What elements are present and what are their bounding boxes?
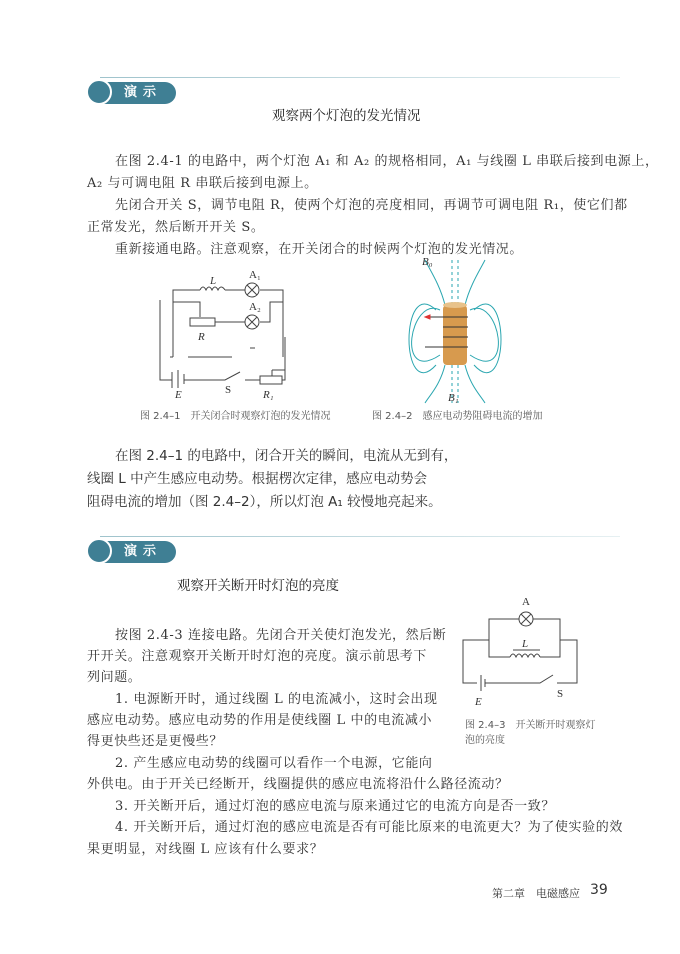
demo-badge [86, 79, 178, 105]
coil-field-diagram-2-4-2 [400, 255, 510, 405]
circuit-diagram-2-4-3 [455, 595, 575, 708]
paragraph-line: 感应电动势。感应电动势的作用是使线圈 L 中的电流减小 [87, 713, 433, 728]
figure-caption: 图 2.4–3 开关断开时观察灯 [465, 720, 596, 731]
demo-badge-label: 演示 [102, 541, 176, 563]
paragraph-line: 1. 电源断开时，通过线圈 L 的电流减小，这时会出现 [115, 692, 438, 707]
section-divider [100, 77, 620, 78]
svg-text:S: S [225, 384, 232, 396]
figure-caption: 泡的亮度 [465, 735, 505, 746]
paragraph-line: 开开关。注意观察开关断开时灯泡的亮度。演示前思考下 [87, 649, 428, 664]
svg-text:R: R [198, 331, 205, 343]
page-number: 39 [590, 882, 608, 898]
explanation-line: 线圈 L 中产生感应电动势。根据楞次定律，感应电动势会 [87, 471, 428, 487]
section-title: 观察两个灯泡的发光情况 [272, 108, 421, 124]
explanation-line: 阻碍电流的增加（图 2.4–2），所以灯泡 A₁ 较慢地亮起来。 [87, 494, 442, 510]
explanation-line: 在图 2.4–1 的电路中，闭合开关的瞬间，电流从无到有， [115, 448, 458, 464]
paragraph-line: 在图 2.4-1 的电路中，两个灯泡 A₁ 和 A₂ 的规格相同，A₁ 与线圈 L 串联后接到电源上， [115, 154, 659, 169]
svg-text:B₁: B₁ [448, 392, 459, 404]
paragraph-line: 外供电。由于开关已经断开，线圈提供的感应电流将沿什么路径流动？ [87, 777, 509, 792]
inductor [200, 287, 225, 290]
section-title: 观察开关断开时灯泡的亮度 [177, 578, 339, 594]
svg-text:R₁: R₁ [263, 389, 274, 401]
demo-badge-label: 演示 [102, 82, 176, 104]
svg-text:L: L [210, 275, 217, 287]
section-divider [100, 536, 620, 537]
paragraph-line: 2. 产生感应电动势的线圈可以看作一个电源，它能向 [115, 756, 433, 771]
chapter-label: 第二章 电磁感应 [492, 887, 580, 900]
svg-text:A₂: A₂ [249, 301, 261, 313]
paragraph-line: 重新接通电路。注意观察，在开关闭合的时候两个灯泡的发光情况。 [115, 242, 524, 257]
svg-text:A₁: A₁ [249, 269, 261, 281]
figure-caption: 图 2.4–2 感应电动势阻碍电流的增加 [372, 411, 543, 422]
paragraph-line: 先闭合开关 S，调节电阻 R，使两个灯泡的亮度相同，再调节可调电阻 R₁，使它们都 [115, 198, 628, 213]
demo-badge [86, 538, 178, 564]
magnifier-icon [86, 538, 112, 564]
paragraph-line: 得更快些还是更慢些？ [87, 734, 224, 749]
figure-caption: 图 2.4–1 开关闭合时观察灯泡的发光情况 [140, 411, 331, 422]
paragraph-line: 正常发光，然后断开开关 S。 [87, 220, 265, 235]
paragraph-line: 3. 开关断开后，通过灯泡的感应电流与原来通过它的电流方向是否一致？ [115, 799, 555, 814]
svg-text:B₀: B₀ [422, 256, 433, 268]
svg-text:L: L [522, 638, 529, 650]
svg-text:A: A [522, 596, 530, 608]
paragraph-line: A₂ 与可调电阻 R 串联后接到电源上。 [87, 176, 318, 191]
paragraph-line: 按图 2.4-3 连接电路。先闭合开关使灯泡发光，然后断 [115, 628, 447, 643]
magnifier-icon [86, 79, 112, 105]
svg-text:E: E [475, 696, 482, 708]
svg-text:S: S [557, 688, 564, 700]
svg-text:E: E [175, 389, 182, 401]
circuit-diagram-2-4-1 [160, 269, 340, 401]
paragraph-line: 4. 开关断开后，通过灯泡的感应电流是否有可能比原来的电流更大？为了使实验的效 [115, 820, 623, 835]
paragraph-line: 列问题。 [87, 670, 142, 685]
paragraph-line: 果更明显，对线圈 L 应该有什么要求？ [87, 842, 324, 857]
